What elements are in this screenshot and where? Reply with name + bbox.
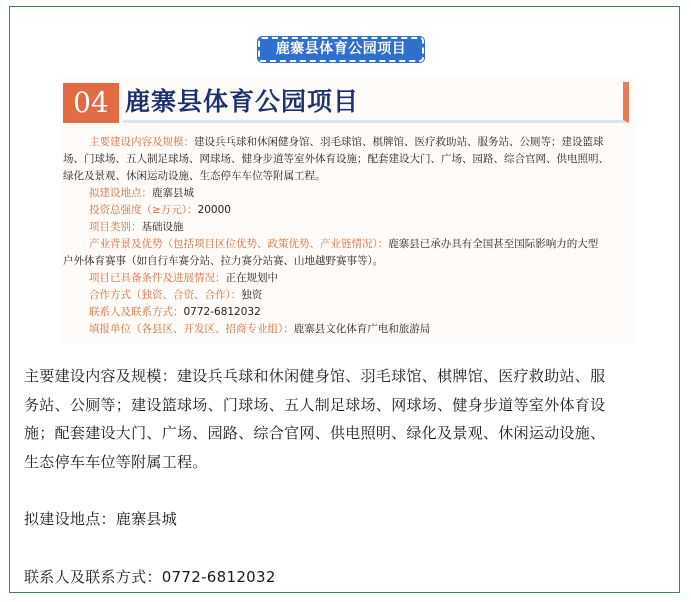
contact-paragraph: 联系人及联系方式：0772-6812032: [24, 567, 276, 586]
detail-line: 绿化及景观、休闲运动设施、生态停车车位等附属工程。: [63, 170, 326, 182]
card-header: [61, 78, 634, 124]
project-number: 04: [63, 83, 119, 123]
article-body: [24, 362, 674, 591]
detail-line: 项目已具备条件及进展情况：正在规划中: [89, 272, 278, 284]
scope-line: 务站、公厕等；建设篮球场、门球场、五人制足球场、网球场、健身步道等室外体育设: [24, 395, 606, 414]
detail-line: 联系人及联系方式：0772-6812032: [89, 306, 261, 318]
project-card: [61, 78, 634, 344]
scope-line: 主要建设内容及规模：建设兵乓球和休闲健身馆、羽毛球馆、棋牌馆、医疗救助站、服: [24, 367, 606, 385]
detail-line: 户外体育赛事（如自行车赛分站、拉力赛分站赛、山地越野赛事等）。: [63, 255, 384, 267]
detail-line: 拟建设地点：鹿寨县城: [89, 187, 194, 199]
detail-line: 填报单位（各县区、开发区、招商专业组）：鹿寨县文化体育广电和旅游局: [89, 323, 431, 335]
project-details: [63, 134, 631, 338]
detail-line: 投资总强度（≥万元）：20000: [89, 204, 231, 216]
scope-paragraph: [24, 362, 674, 476]
project-title: 鹿寨县体育公园项目: [125, 87, 360, 116]
detail-line: 合作方式（独资、合资、合作）：独资: [89, 289, 263, 301]
detail-line: 主要建设内容及规模：建设兵乓球和休闲健身馆、羽毛球馆、棋牌馆、医疗救助站、服务站、公厕等；建设篮球: [89, 136, 604, 148]
detail-line: 产业背景及优势（包括项目区位优势、政策优势、产业链情况）：鹿寨县已承办具有全国甚至国际影响力的大型: [89, 238, 599, 250]
section-badge: 鹿寨县体育公园项目: [258, 37, 424, 62]
detail-line: 项目类别：基础设施: [89, 221, 184, 233]
scope-line: 施；配套建设大门、广场、园路、综合官网、供电照明、绿化及景观、休闲运动设施、: [24, 424, 606, 442]
location-paragraph: 拟建设地点：鹿寨县城: [24, 510, 178, 528]
detail-line: 场、门球场、五人制足球场、网球场、健身步道等室外体育设施；配套建设大门、广场、园路、综合官网、供电照明、: [63, 153, 609, 165]
scope-line: 生态停车车位等附属工程。: [24, 452, 208, 471]
